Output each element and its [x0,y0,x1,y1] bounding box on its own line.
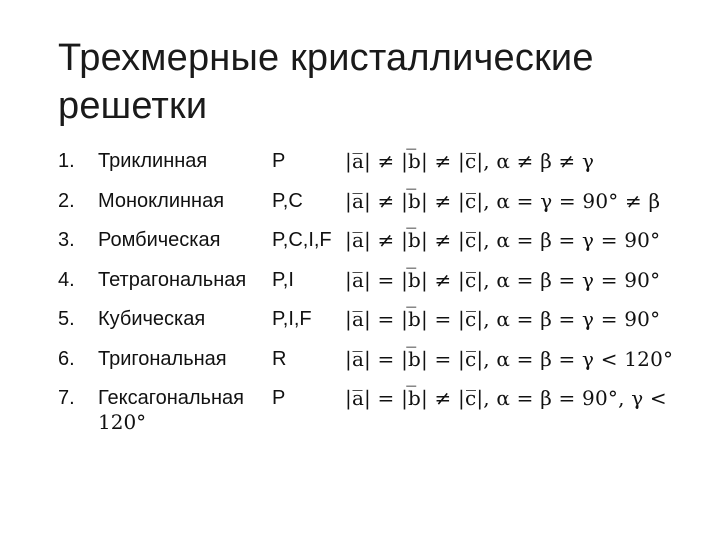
list-item [58,225,708,265]
crystal-lattice-list [58,146,708,443]
slide-title-line-2: решетки [58,85,208,127]
slide-title-line-1: Трехмерные кристаллические [58,37,594,79]
lattice-types: P,I [272,268,294,291]
lattice-condition: |a̅| ≠ |b̅| ≠ |c̅|, α = γ = 90° ≠ β [345,188,661,213]
lattice-types: P [272,150,286,172]
list-item-number: 6. [58,347,75,370]
system-name: Триклинная [98,150,208,172]
list-item [58,344,708,384]
list-item-number: 1. [58,150,75,172]
list-item-number: 5. [58,308,75,330]
lattice-types: P,C [272,189,303,212]
lattice-types: P,I,F [272,308,312,330]
list-item [58,186,708,226]
lattice-types: R [272,347,287,370]
lattice-types: P,C,I,F [272,229,332,251]
system-name: Моноклинная [98,189,225,212]
system-name: Тригональная [98,347,227,370]
list-item [58,265,708,305]
list-item-number: 4. [58,268,75,291]
lattice-types: P [272,387,286,409]
list-item-number: 3. [58,229,75,251]
lattice-condition: |a̅| = |b̅| = |c̅|, α = β = γ = 90° [345,307,661,331]
list-item [58,304,708,344]
list-item [58,146,708,186]
lattice-condition-continuation: 120° [98,410,147,434]
slide-title [58,34,698,130]
lattice-condition: |a̅| = |b̅| ≠ |c̅|, α = β = 90°, γ < [345,386,667,410]
lattice-condition: |a̅| ≠ |b̅| ≠ |c̅|, α ≠ β ≠ γ [345,149,595,173]
lattice-condition: |a̅| ≠ |b̅| ≠ |c̅|, α = β = γ = 90° [345,228,661,252]
list-item-number: 2. [58,189,75,212]
system-name: Кубическая [98,308,206,330]
lattice-condition: |a̅| = |b̅| ≠ |c̅|, α = β = γ = 90° [345,267,661,292]
system-name: Гексагональная [98,387,244,409]
system-name: Ромбическая [98,229,221,251]
system-name: Тетрагональная [98,268,247,291]
list-item-number: 7. [58,387,75,409]
lattice-condition: |a̅| = |b̅| = |c̅|, α = β = γ < 120° [345,346,674,371]
list-item [58,383,708,443]
